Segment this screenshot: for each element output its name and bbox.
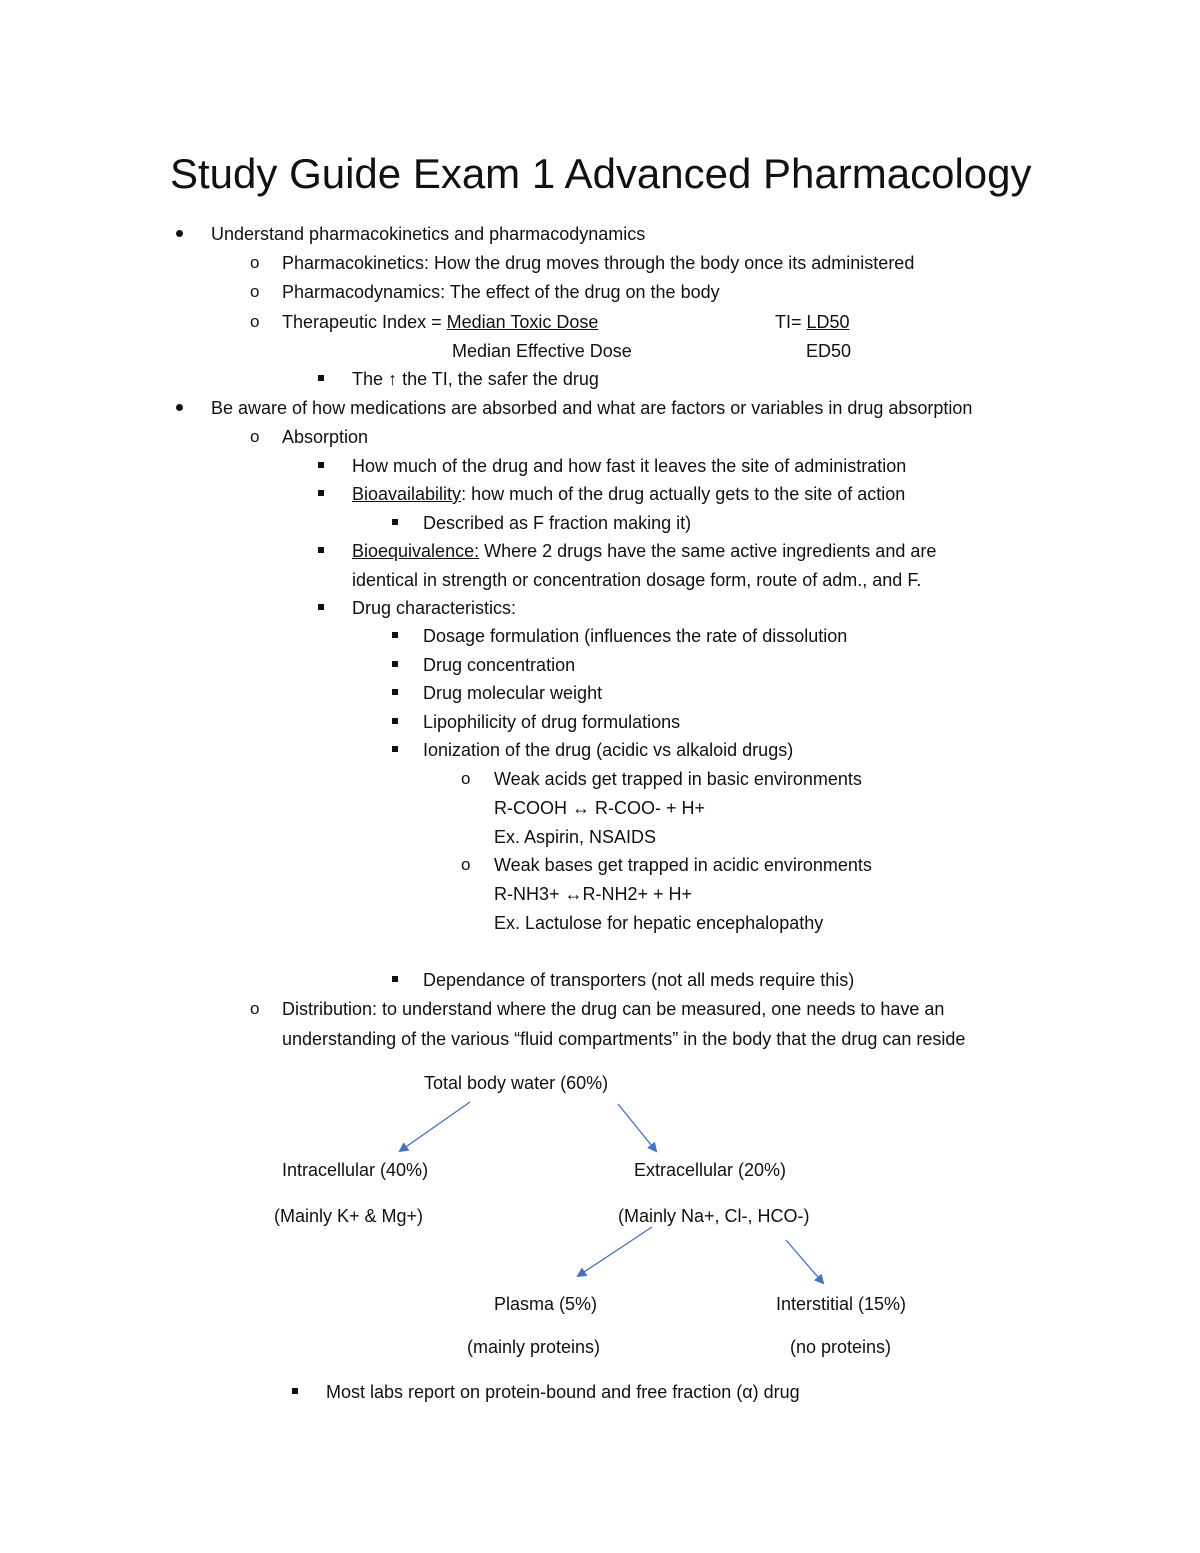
pharmacodynamics-def: Pharmacodynamics: The effect of the drug on the body bbox=[282, 282, 720, 302]
bullet-circle: o bbox=[250, 282, 260, 301]
intracellular: Intracellular (40%) bbox=[282, 1160, 429, 1180]
pharmacokinetics-def: Pharmacokinetics: How the drug moves through the body once its administered bbox=[282, 253, 915, 273]
distribution: Distribution: to understand where the drug can be measured, one needs to have an bbox=[282, 999, 945, 1019]
ti-label: Therapeutic Index = bbox=[282, 312, 447, 332]
bullet-circle: o bbox=[250, 427, 260, 446]
section-pk-pd: Understand pharmacokinetics and pharmacodynamics bbox=[211, 224, 646, 244]
f-fraction-note: Described as F fraction making it) bbox=[423, 513, 692, 533]
absorption-heading: Absorption bbox=[282, 427, 369, 447]
bullet-circle: o bbox=[250, 999, 260, 1018]
transporters: Dependance of transporters (not all meds require this) bbox=[423, 970, 855, 990]
extracellular: Extracellular (20%) bbox=[634, 1160, 787, 1180]
char-item: Dosage formulation (influences the rate of dissolution bbox=[423, 626, 848, 646]
acids-example: Ex. Aspirin, NSAIDS bbox=[494, 827, 657, 847]
bullet-circle: o bbox=[461, 769, 471, 788]
plasma: Plasma (5%) bbox=[494, 1294, 598, 1314]
weak-acids: Weak acids get trapped in basic environments bbox=[494, 769, 862, 789]
ti-numerator: Median Toxic Dose bbox=[446, 312, 599, 332]
bases-equation: R-NH3+ ↔R-NH2+ + H+ bbox=[494, 884, 693, 904]
bullet-circle: o bbox=[250, 253, 260, 272]
char-item: Drug concentration bbox=[423, 655, 576, 675]
arrow-to-extracellular bbox=[618, 1104, 656, 1151]
bases-example: Ex. Lactulose for hepatic encephalopathy bbox=[494, 913, 824, 933]
safer-drug-note: The ↑ the TI, the safer the drug bbox=[352, 369, 599, 389]
interstitial: Interstitial (15%) bbox=[776, 1294, 907, 1314]
weak-bases: Weak bases get trapped in acidic environments bbox=[494, 855, 872, 875]
bullet-square bbox=[292, 1388, 298, 1394]
drug-characteristics: Drug characteristics: bbox=[352, 598, 517, 618]
char-item: Ionization of the drug (acidic vs alkaloid drugs) bbox=[423, 740, 794, 760]
plasma-note: (mainly proteins) bbox=[467, 1337, 601, 1357]
char-item: Lipophilicity of drug formulations bbox=[423, 712, 681, 732]
ti2-denominator: ED50 bbox=[806, 341, 852, 361]
absorption-def: How much of the drug and how fast it leaves the site of administration bbox=[352, 456, 907, 476]
char-item: Drug molecular weight bbox=[423, 683, 603, 703]
arrow-to-intracellular bbox=[400, 1102, 470, 1151]
ti-denominator: Median Effective Dose bbox=[452, 341, 632, 361]
arrow-to-interstitial bbox=[786, 1240, 823, 1283]
interstitial-note: (no proteins) bbox=[790, 1337, 892, 1357]
bioavailability-def: Bioavailability: how much of the drug actually gets to the site of action bbox=[352, 484, 906, 504]
bioequivalence-def-cont: identical in strength or concentration dosage form, route of adm., and F. bbox=[352, 570, 922, 590]
extracellular-ions: (Mainly Na+, Cl-, HCO-) bbox=[618, 1206, 810, 1226]
bullet-circle: o bbox=[250, 312, 260, 331]
distribution-cont: understanding of the various “fluid compartments” in the body that the drug can reside bbox=[282, 1029, 966, 1049]
section-absorption: Be aware of how medications are absorbed and what are factors or variables in drug absorption bbox=[211, 398, 973, 418]
page-title: Study Guide Exam 1 Advanced Pharmacology bbox=[170, 150, 1032, 197]
intracellular-ions: (Mainly K+ & Mg+) bbox=[274, 1206, 424, 1226]
ti2-numerator: LD50 bbox=[806, 312, 850, 332]
acids-equation: R-COOH ↔ R-COO- + H+ bbox=[494, 798, 706, 818]
up-arrow-icon: ↑ bbox=[388, 369, 398, 389]
arrow-to-plasma bbox=[578, 1227, 652, 1276]
bioequivalence-def: Bioequivalence: Where 2 drugs have the same active ingredients and are bbox=[352, 541, 937, 561]
labs-note: Most labs report on protein-bound and free fraction (α) drug bbox=[326, 1382, 800, 1402]
total-body-water: Total body water (60%) bbox=[424, 1073, 609, 1093]
ti2-prefix: TI= bbox=[775, 312, 807, 332]
bullet-circle: o bbox=[461, 855, 471, 874]
